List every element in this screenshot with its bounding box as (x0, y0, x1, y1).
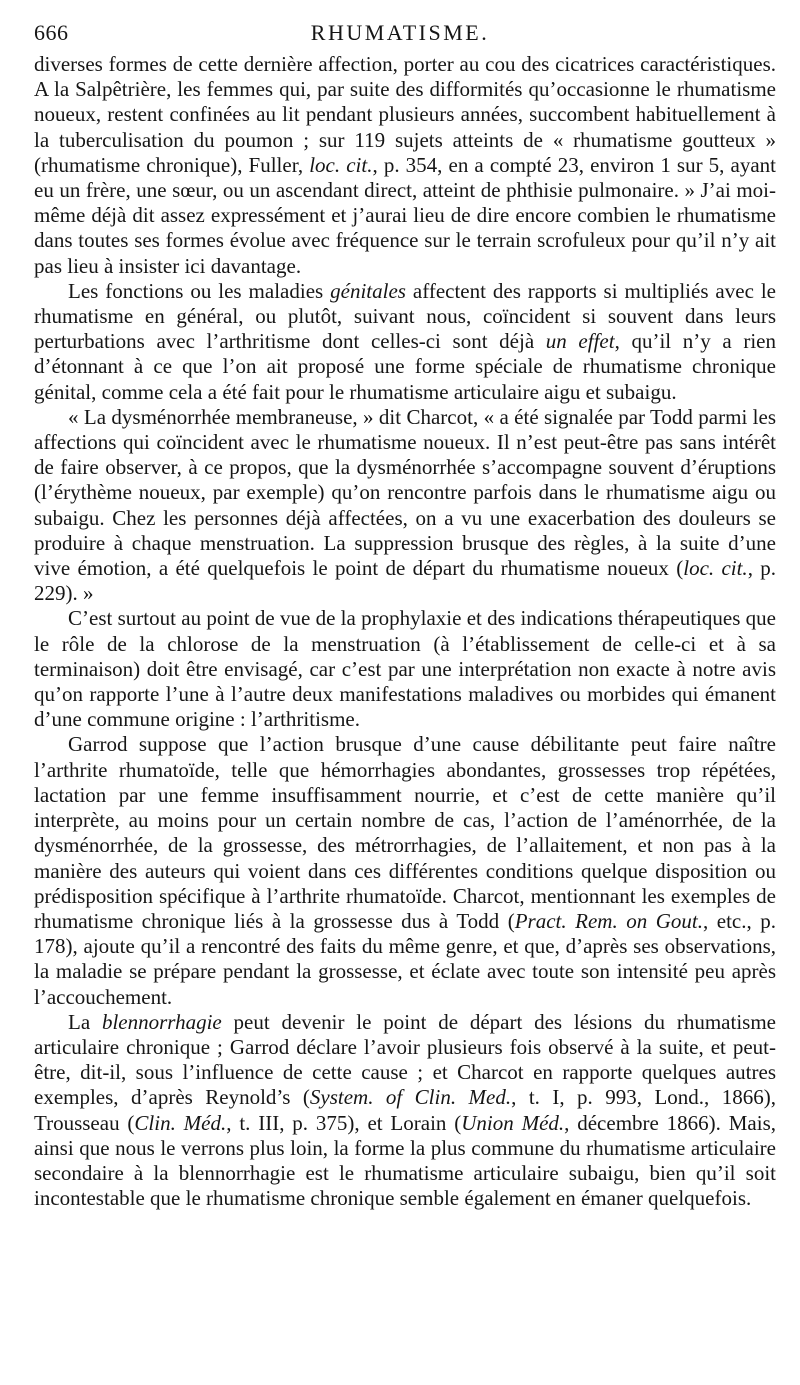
running-header (24, 14, 776, 54)
paragraph: Les fonctions ou les maladies génitales affectent des rapports si multipliés avec le rhumatisme en général, ou plutôt, suivant nous, coïncident si souvent dans leurs perturbations avec l’arthritisme dont celles-ci sont déjà un effet, qu’il n’y a rien d’étonnant à ce que l’on ait proposé une forme spéciale de rhumatisme chronique génital, comme cela a été fait pour le rhumatisme articulaire aigu et subaigu. (34, 278, 776, 404)
running-title: RHUMATISME. (310, 20, 490, 45)
page-number: 666 (34, 20, 69, 45)
body-text (34, 52, 776, 1211)
paragraph: C’est surtout au point de vue de la prophylaxie et des indications thérapeutiques que le rôle de la chlorose de la menstruation (à l’établissement de celle-ci et à sa terminaison) doit être envisagé, car c’est par une interprétation non exacte à notre avis qu’on rapporte l’une à l’autre deux manifestations maladives ou morbides qui émanent d’une commune origine : l’arthritisme. (34, 606, 776, 732)
paragraph: diverses formes de cette dernière affection, porter au cou des cicatrices caractéristiques. A la Salpêtrière, les femmes qui, par suite des difformités qu’occasionne le rhumatisme noueux, restent confinées au lit pendant plusieurs années, succombent habituellement à la tuberculisation du poumon ; sur 119 sujets atteints de « rhumatisme goutteux » (rhumatisme chronique), Fuller, loc. cit., p. 354, en a compté 23, environ 1 sur 5, ayant eu un frère, une sœur, ou un ascendant direct, atteint de phthisie pulmonaire. » J’ai moi-même déjà dit assez expressément et j’aurai lieu de dire encore combien le rhumatisme dans toutes ses formes évolue avec fréquence sur le terrain scrofuleux pour qu’il n’y ait pas lieu à insister ici davantage. (34, 52, 777, 278)
paragraph: La blennorrhagie peut devenir le point de départ des lésions du rhumatisme articulaire chronique ; Garrod déclare l’avoir plusieurs fois observé à la suite, et peut-être, dit-il, sous l’influence de cette cause ; et Charcot en rapporte quelques autres exemples, d’après Reynold’s (System. of Clin. Med., t. I, p. 993, Lond., 1866), Trousseau (Clin. Méd., t. III, p. 375), et Lorain (Union Méd., décembre 1866). Mais, ainsi que nous le verrons plus loin, la forme la plus commune du rhumatisme articulaire secondaire à la blennorrhagie est le rhumatisme articulaire subaigu, bien qu’il soit incontestable que le rhumatisme chronique semble également en émaner quelquefois. (34, 1009, 777, 1211)
paragraph: « La dysménorrhée membraneuse, » dit Charcot, « a été signalée par Todd parmi les affections qui coïncident avec le rhumatisme noueux. Il n’est peut-être pas sans intérêt de faire observer, à ce propos, que la dysménorrhée s’accompagne souvent d’éruptions (l’érythème noueux, par exemple) qu’on rencontre parfois dans le rhumatisme aigu ou subaigu. Chez les personnes déjà affectées, on a vu une exacerbation des douleurs se produire à chaque menstruation. La suppression brusque des règles, à la suite d’une vive émotion, a été quelquefois le point de départ du rhumatisme noueux (loc. cit., p. 229). » (34, 404, 776, 606)
paragraph: Garrod suppose que l’action brusque d’une cause débilitante peut faire naître l’arthrite rhumatoïde, telle que hémorrhagies abondantes, grossesses trop répétées, lactation par une femme insuffisamment nourrie, et c’est de cette manière qu’il interprète, au moins pour un certain nombre de cas, l’action de l’aménorrhée, de la dysménorrhée, de la grossesse, des métrorrhagies, de l’allaitement, et non pas à la manière des auteurs qui voient dans ces différentes conditions quelque disposition ou prédisposition spécifique à l’arthrite rhumatoïde. Charcot, mentionnant les exemples de rhumatisme chronique liés à la grossesse dus à Todd (Pract. Rem. on Gout., etc., p. 178), ajoute qu’il a rencontré des faits du même genre, et que, d’après ses observations, la maladie se prépare pendant la grossesse, et éclate avec toute son intensité peu après l’accouchement. (34, 732, 776, 1009)
